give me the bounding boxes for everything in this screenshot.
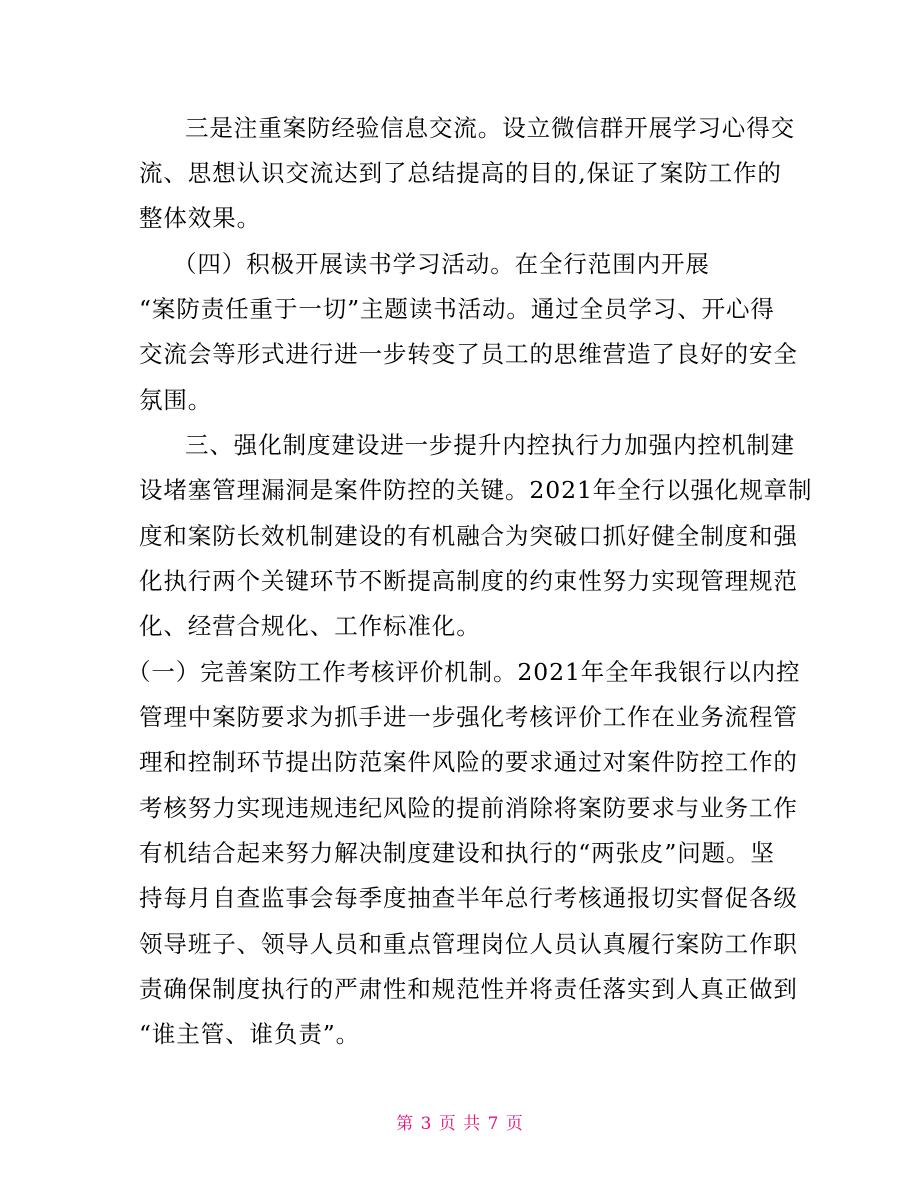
text-line: 化、经营合规化、工作标准化。	[139, 612, 481, 640]
text-line: 领导班子、领导人员和重点管理岗位人员认真履行案防工作职	[139, 930, 798, 958]
text-line: 责确保制度执行的严肃性和规范性并将责任落实到人真正做到	[139, 975, 798, 1003]
text-line: 持每月自查监事会每季度抽查半年总行考核通报切实督促各级	[139, 884, 798, 912]
text-line: “案防责任重于一切”主题读书活动。通过全员学习、开心得	[139, 295, 775, 323]
text-line: 设堵塞管理漏洞是案件防控的关键。2021年全行以强化规章制	[139, 476, 813, 504]
text-line: 整体效果。	[139, 204, 261, 232]
text-line: “谁主管、谁负责”。	[139, 1020, 361, 1048]
text-line: 化执行两个关键环节不断提高制度的约束性努力实现管理规范	[139, 567, 798, 595]
text-line: （一）完善案防工作考核评价机制。2021年全年我银行以内控	[127, 658, 801, 686]
text-line: （四）积极开展读书学习活动。在全行范围内开展	[173, 250, 710, 278]
text-line: 三是注重案防经验信息交流。设立微信群开展学习心得交	[185, 114, 795, 142]
page-number-footer: 第 3 页 共 7 页	[396, 1114, 524, 1134]
text-line: 流、思想认识交流达到了总结提高的目的,保证了案防工作的	[139, 159, 782, 187]
text-line: 有机结合起来努力解决制度建设和执行的“两张皮”问题。坚	[139, 839, 775, 867]
text-line: 交流会等形式进行进一步转变了员工的思维营造了良好的安全	[139, 340, 798, 368]
text-line: 考核努力实现违规违纪风险的提前消除将案防要求与业务工作	[139, 794, 798, 822]
text-line: 氛围。	[139, 386, 213, 414]
text-line: 理和控制环节提出防范案件风险的要求通过对案件防控工作的	[139, 748, 798, 776]
text-line: 度和案防长效机制建设的有机融合为突破口抓好健全制度和强	[139, 522, 798, 550]
text-line: 管理中案防要求为抓手进一步强化考核评价工作在业务流程管	[139, 703, 798, 731]
text-line: 三、强化制度建设进一步提升内控执行力加强内控机制建	[185, 431, 795, 459]
